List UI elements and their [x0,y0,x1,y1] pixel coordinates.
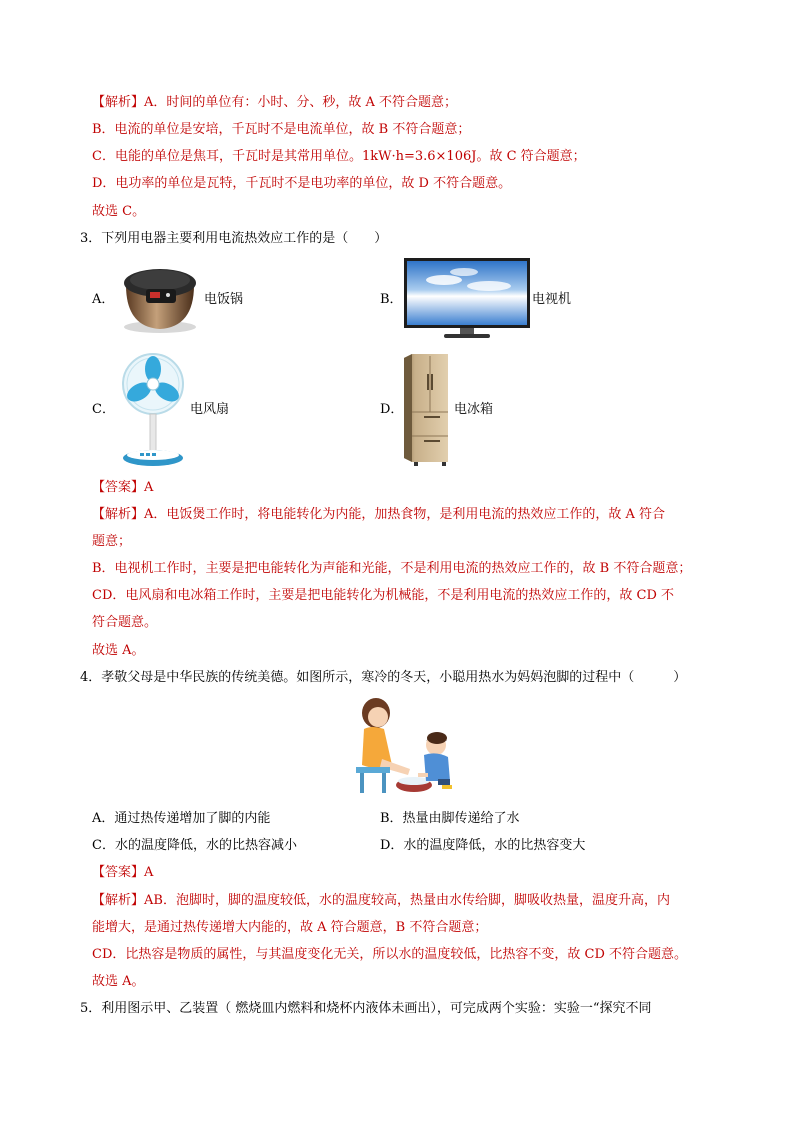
q2-analysis-line4: D．电功率的单位是瓦特，千瓦时不是电功率的单位，故 D 不符合题意。 [92,176,512,191]
q3-option-c-letter: C． [92,402,115,417]
answer-tag: 【答案】 [92,865,145,880]
q3-analysis-line3: B．电视机工作时，主要是把电能转化为声能和光能，不是利用电流的热效应工作的，故 B 不符合题意； [92,561,692,576]
q3-analysis-line5: 符合题意。 [92,615,158,630]
q3-option-a-label: 电饭锅 [204,292,244,307]
q3-option-d-letter: D． [380,402,404,417]
foot-washing-illustration [352,695,460,799]
q3-analysis-line2: 题意； [92,534,132,549]
analysis-tag: 【解析】 [92,95,145,110]
q4-stem: 4．孝敬父母是中华民族的传统美德。如图所示，寒冷的冬天，小聪用热水为妈妈泡脚的过程中（ ） [80,670,687,685]
q3-analysis-line1 [92,506,665,524]
q3-stem: 3．下列用电器主要利用电流热效应工作的是（ ） [80,231,388,246]
q2-analysis-line3: C．电能的单位是焦耳，千瓦时是其常用单位。1kW·h=3.6×106J。故 C 符合题意； [92,149,586,164]
q2-analysis-line2: B．电流的单位是安培，千瓦时不是电流单位，故 B 不符合题意； [92,122,471,137]
q4-option-b: B．热量由脚传递给了水 [380,811,520,826]
analysis-tag: 【解析】 [92,507,145,522]
analysis-text: A．时间的单位有：小时、分、秒，故 A 不符合题意； [144,95,458,110]
electric-fan-image [118,352,188,468]
q4-option-d: D．水的温度降低，水的比热容变大 [380,838,586,853]
refrigerator-image [404,354,448,466]
analysis-tag: 【解析】 [92,893,145,908]
q5-stem: 5．利用图示甲、乙装置（ 燃烧皿内燃料和烧杯内液体未画出），可完成两个实验：实验一“探究不同 [80,1001,652,1016]
q3-option-b-label: 电视机 [532,292,572,307]
q4-analysis-line3: CD．比热容是物质的属性，与其温度变化无关，所以水的温度较低，比热容不变，故 CD 不符合题意。 [92,947,688,962]
q3-option-a-letter: A． [92,292,115,307]
q3-analysis-line6: 故选 A。 [92,643,145,658]
q3-option-d-label: 电冰箱 [454,402,494,417]
answer-tag: 【答案】 [92,480,145,495]
television-image [404,258,530,340]
q4-analysis-line1 [92,892,670,910]
answer-value: A [144,865,154,880]
analysis-text: A．电饭煲工作时，将电能转化为内能，加热食物，是利用电流的热效应工作的，故 A 符合 [144,507,666,522]
analysis-text: AB．泡脚时，脚的温度较低，水的温度较高，热量由水传给脚，脚吸收热量，温度升高，内 [144,893,670,908]
q4-option-c: C．水的温度降低，水的比热容减小 [92,838,297,853]
q4-answer [92,864,153,882]
rice-cooker-image [118,257,202,335]
answer-value: A [144,480,154,495]
q2-analysis-line5: 故选 C。 [92,204,146,219]
q4-analysis-line4: 故选 A。 [92,974,145,989]
q3-analysis-line4: CD．电风扇和电冰箱工作时，主要是把电能转化为机械能，不是利用电流的热效应工作的，故 CD 不 [92,588,675,603]
q3-option-b-letter: B． [380,292,403,307]
q4-analysis-line2: 能增大，是通过热传递增大内能的，故 A 符合题意，B 不符合题意； [92,920,488,935]
q3-option-c-label: 电风扇 [190,402,230,417]
q3-answer [92,479,153,497]
q2-analysis-line1 [92,94,457,112]
q4-option-a: A．通过热传递增加了脚的内能 [92,811,271,826]
